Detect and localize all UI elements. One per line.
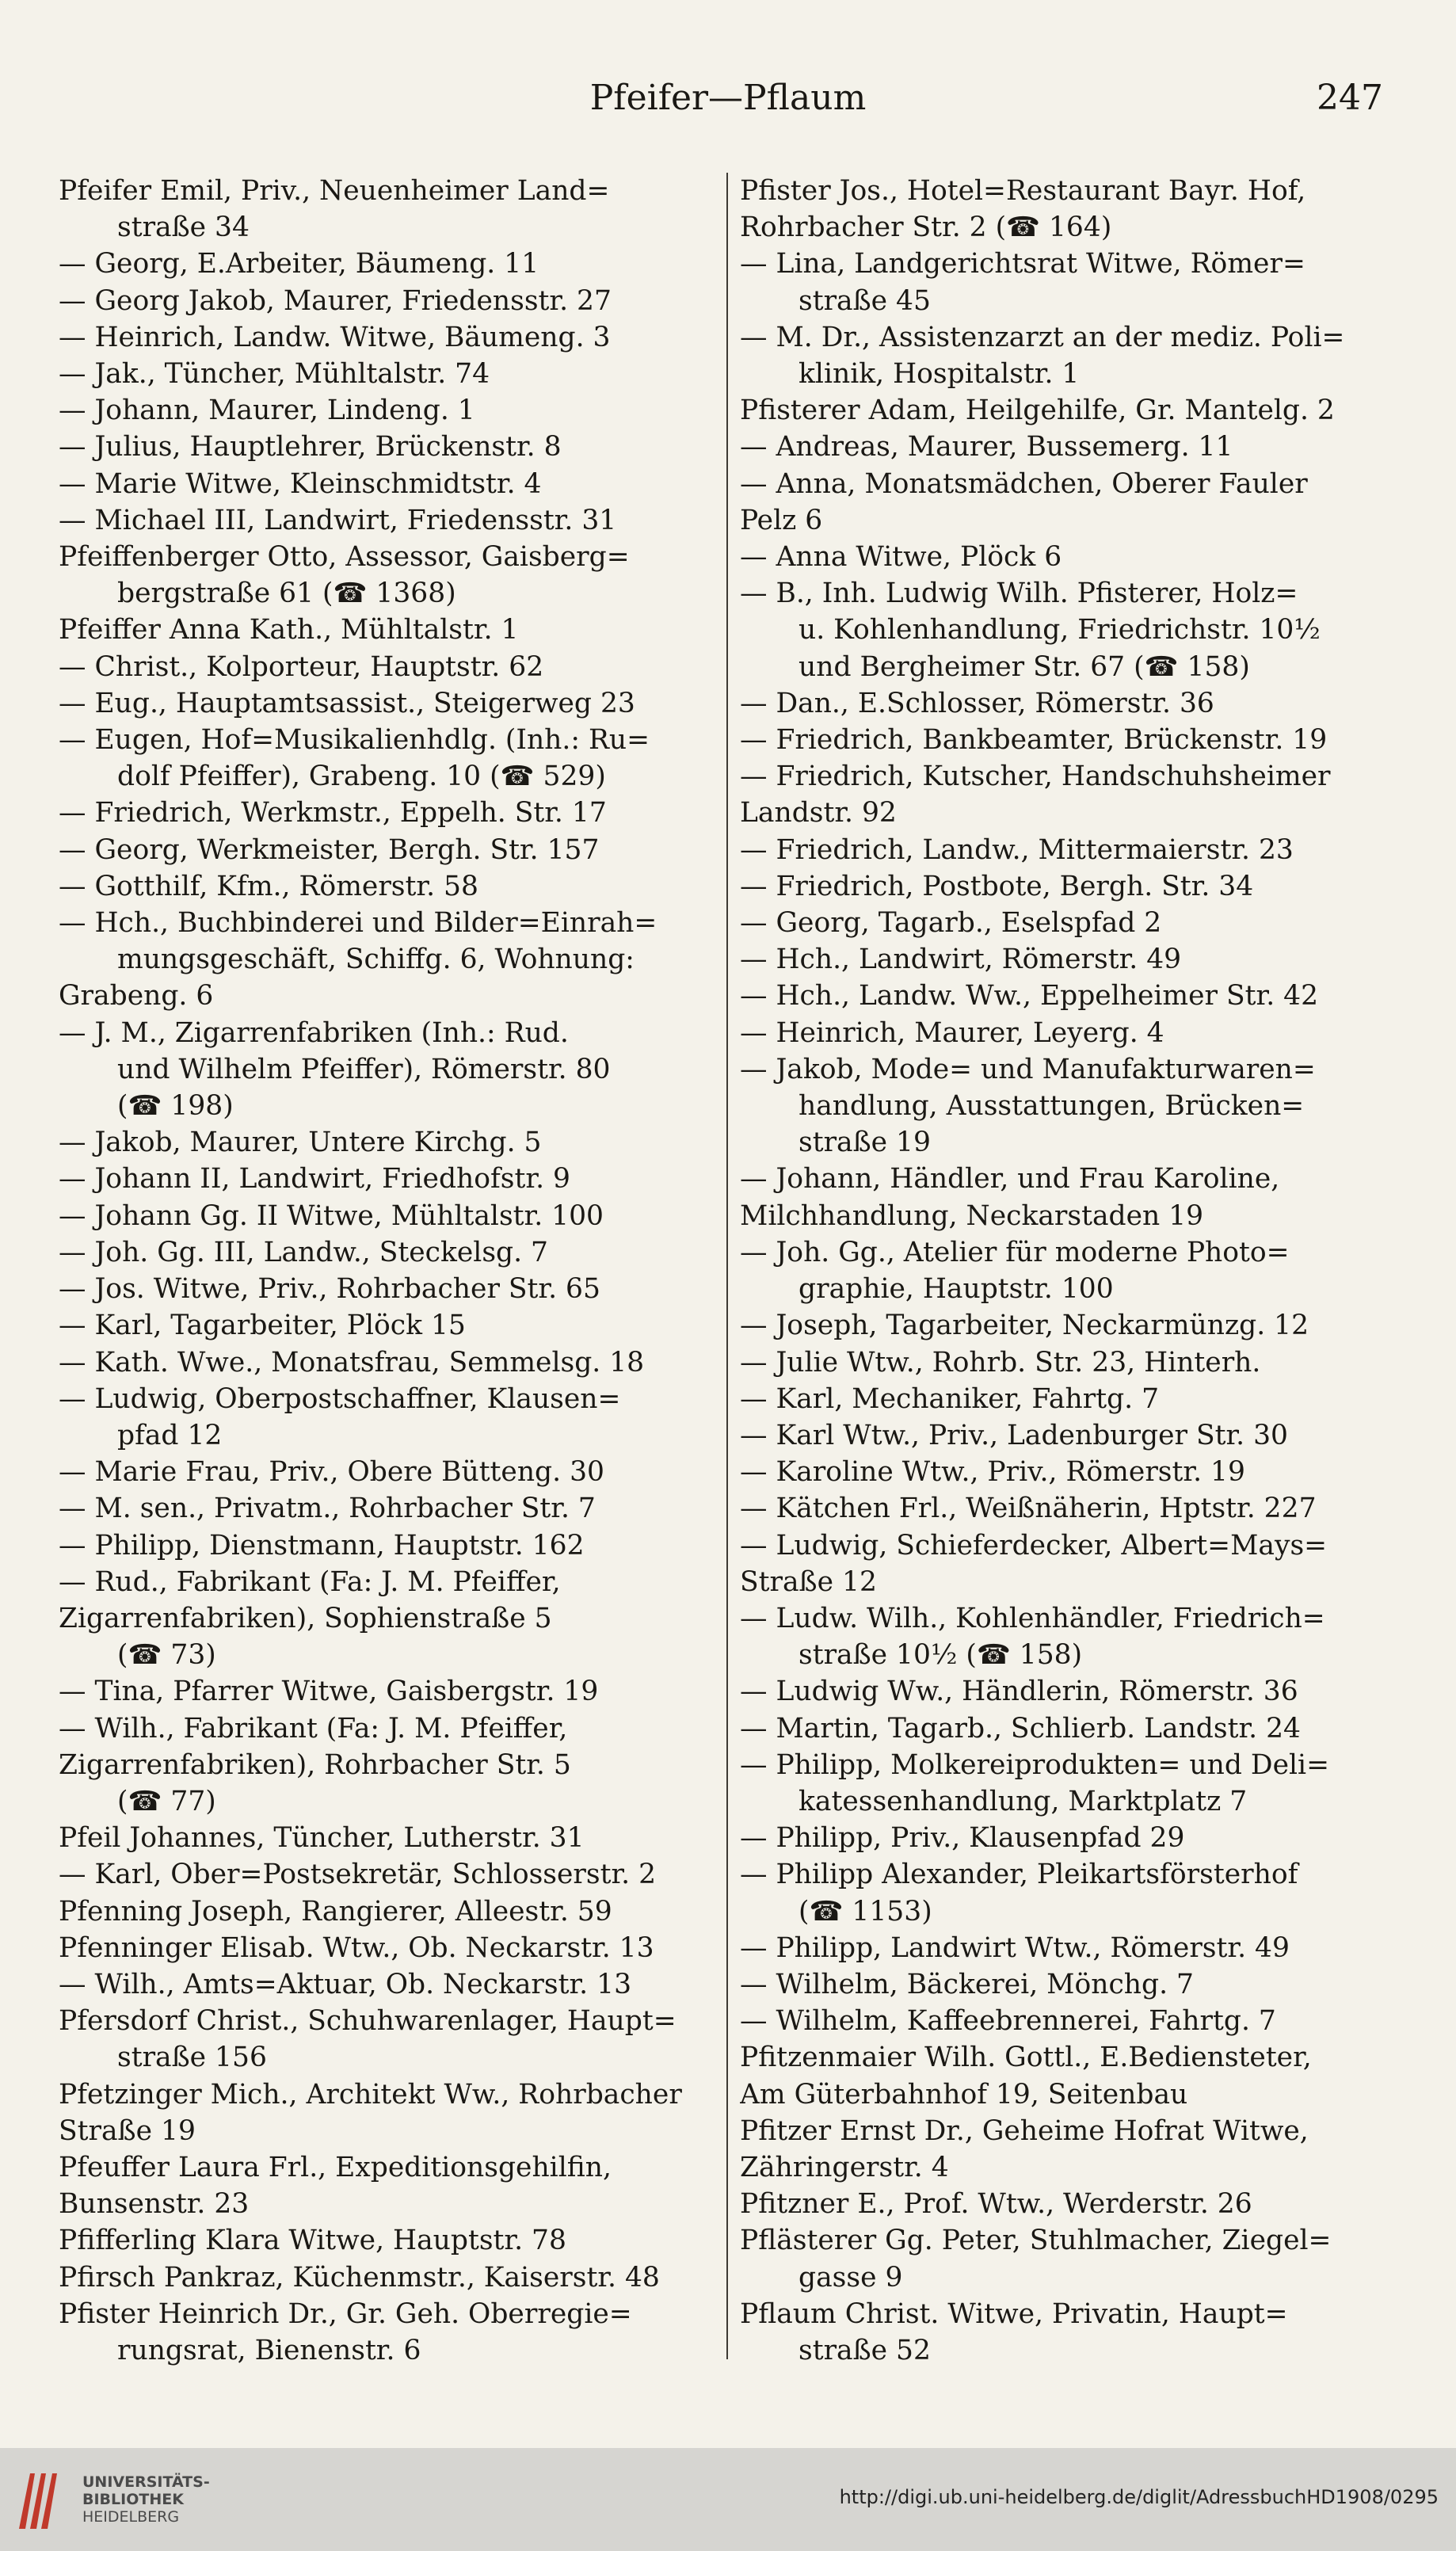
- directory-line: — Ludw. Wilh., Kohlenhändler, Friedrich=: [740, 1602, 1325, 1634]
- directory-line: — Anna Witwe, Plöck 6: [740, 541, 1062, 574]
- directory-line: — Andreas, Maurer, Bussemerg. 11: [740, 431, 1233, 463]
- directory-line: — Friedrich, Bankbeamter, Brückenstr. 19: [740, 724, 1328, 757]
- directory-line: — Kätchen Frl., Weißnäherin, Hptstr. 227: [740, 1493, 1317, 1525]
- directory-line: — Heinrich, Landw. Witwe, Bäumeng. 3: [59, 321, 611, 353]
- directory-line: — J. M., Zigarrenfabriken (Inh.: Rud.: [59, 1016, 569, 1049]
- page-number: 247: [1317, 78, 1383, 118]
- directory-line: — Eug., Hauptamtsassist., Steigerweg 23: [59, 687, 635, 719]
- directory-line: gasse 9: [799, 2261, 903, 2294]
- directory-line: rungsrat, Bienenstr. 6: [117, 2334, 421, 2366]
- directory-line: — Karl, Ober=Postsekretär, Schlosserstr. 2: [59, 1859, 657, 1891]
- directory-line: katessenhandlung, Marktplatz 7: [799, 1785, 1248, 1817]
- directory-line: Pfeuffer Laura Frl., Expeditionsgehilfin,: [59, 2151, 612, 2183]
- directory-line: — Joseph, Tagarbeiter, Neckarmünzg. 12: [740, 1310, 1309, 1342]
- directory-line: — Johann, Maurer, Lindeng. 1: [59, 395, 475, 427]
- directory-line: dolf Pfeiffer), Grabeng. 10 (☎ 529): [117, 761, 606, 793]
- directory-line: und Bergheimer Str. 67 (☎ 158): [799, 650, 1250, 683]
- directory-line: (☎ 1153): [799, 1895, 932, 1928]
- directory-line: — Hch., Landw. Ww., Eppelheimer Str. 42: [740, 980, 1319, 1012]
- directory-line: — Karl Wtw., Priv., Ladenburger Str. 30: [740, 1419, 1288, 1451]
- directory-line: — Wilh., Amts=Aktuar, Ob. Neckarstr. 13: [59, 1968, 632, 2000]
- directory-line: straße 52: [799, 2334, 931, 2366]
- directory-line: Grabeng. 6: [59, 980, 214, 1012]
- directory-line: Pelz 6: [740, 504, 823, 536]
- directory-line: straße 34: [117, 212, 250, 244]
- logo-line-3: HEIDELBERG: [82, 2508, 180, 2526]
- directory-line: — Friedrich, Kutscher, Handschuhsheimer: [740, 761, 1331, 793]
- directory-line: Pfisterer Adam, Heilgehilfe, Gr. Mantelg. 2: [740, 395, 1335, 427]
- column-divider: [726, 173, 728, 2359]
- directory-line: Rohrbacher Str. 2 (☎ 164): [740, 212, 1112, 244]
- library-logo-text: [82, 2473, 210, 2526]
- directory-line: — Philipp, Dienstmann, Hauptstr. 162: [59, 1529, 585, 1561]
- source-url-link[interactable]: http://digi.ub.uni-heidelberg.de/diglit/AdressbuchHD1908/0295: [839, 2486, 1439, 2508]
- directory-line: Straße 19: [59, 2114, 196, 2147]
- directory-line: — Karl, Mechaniker, Fahrtg. 7: [740, 1382, 1160, 1415]
- directory-line: — Eugen, Hof=Musikalienhdlg. (Inh.: Ru=: [59, 724, 650, 757]
- directory-line: — Joh. Gg., Atelier für moderne Photo=: [740, 1236, 1290, 1268]
- directory-line: Pfersdorf Christ., Schuhwarenlager, Haupt=: [59, 2005, 677, 2038]
- directory-line: — Rud., Fabrikant (Fa: J. M. Pfeiffer,: [59, 1565, 561, 1598]
- directory-line: straße 19: [799, 1127, 931, 1159]
- directory-line: — Hch., Landwirt, Römerstr. 49: [740, 944, 1182, 976]
- directory-line: Pfenning Joseph, Rangierer, Alleestr. 59: [59, 1895, 612, 1928]
- directory-line: Straße 12: [740, 1565, 877, 1598]
- directory-line: — Wilhelm, Kaffeebrennerei, Fahrtg. 7: [740, 2005, 1276, 2038]
- directory-line: — Christ., Kolporteur, Hauptstr. 62: [59, 650, 544, 683]
- directory-line: — Friedrich, Werkmstr., Eppelh. Str. 17: [59, 797, 607, 829]
- directory-line: — Julius, Hauptlehrer, Brückenstr. 8: [59, 431, 562, 463]
- directory-line: Pfirsch Pankraz, Küchenmstr., Kaiserstr. 48: [59, 2261, 660, 2294]
- directory-line: — Heinrich, Maurer, Leyerg. 4: [740, 1016, 1164, 1049]
- directory-line: — Anna, Monatsmädchen, Oberer Fauler: [740, 467, 1308, 500]
- directory-line: (☎ 77): [117, 1785, 216, 1817]
- directory-line: Pfister Heinrich Dr., Gr. Geh. Oberregie=: [59, 2297, 632, 2330]
- directory-line: (☎ 198): [117, 1090, 234, 1123]
- directory-line: — Kath. Wwe., Monatsfrau, Semmelsg. 18: [59, 1346, 645, 1378]
- directory-line: pfad 12: [117, 1419, 223, 1451]
- directory-line: — Friedrich, Postbote, Bergh. Str. 34: [740, 870, 1254, 902]
- directory-line: handlung, Ausstattungen, Brücken=: [799, 1090, 1305, 1123]
- directory-line: straße 156: [117, 2042, 267, 2074]
- directory-line: Pfeiffenberger Otto, Assessor, Gaisberg=: [59, 541, 630, 574]
- directory-line: — Philipp, Priv., Klausenpfad 29: [740, 1822, 1185, 1855]
- directory-line: — Johann II, Landwirt, Friedhofstr. 9: [59, 1163, 570, 1195]
- directory-line: Am Güterbahnhof 19, Seitenbau: [740, 2078, 1188, 2111]
- directory-line: Pflaum Christ. Witwe, Privatin, Haupt=: [740, 2297, 1288, 2330]
- directory-line: Pfeiffer Anna Kath., Mühltalstr. 1: [59, 614, 519, 646]
- directory-line: — Michael III, Landwirt, Friedensstr. 31: [59, 504, 617, 536]
- directory-line: — Joh. Gg. III, Landw., Steckelsg. 7: [59, 1236, 549, 1268]
- running-header: Pfeifer—Pflaum: [589, 78, 867, 118]
- directory-line: — Georg Jakob, Maurer, Friedensstr. 27: [59, 284, 612, 317]
- directory-line: — Johann, Händler, und Frau Karoline,: [740, 1163, 1280, 1195]
- left-column: [59, 173, 724, 2369]
- directory-line: u. Kohlenhandlung, Friedrichstr. 10½: [799, 614, 1321, 646]
- directory-line: — Gotthilf, Kfm., Römerstr. 58: [59, 870, 478, 902]
- directory-line: graphie, Hauptstr. 100: [799, 1273, 1114, 1306]
- footer-bar: [0, 2448, 1456, 2551]
- directory-line: Milchhandlung, Neckarstaden 19: [740, 1199, 1204, 1232]
- directory-line: — M. Dr., Assistenzarzt an der mediz. Poli=: [740, 321, 1345, 353]
- directory-line: Pfitzenmaier Wilh. Gottl., E.Bediensteter,: [740, 2042, 1312, 2074]
- directory-line: — Dan., E.Schlosser, Römerstr. 36: [740, 687, 1214, 719]
- directory-line: Pfeifer Emil, Priv., Neuenheimer Land=: [59, 175, 610, 207]
- directory-line: Pfister Jos., Hotel=Restaurant Bayr. Hof,: [740, 175, 1306, 207]
- directory-line: Landstr. 92: [740, 797, 897, 829]
- directory-line: — Philipp, Landwirt Wtw., Römerstr. 49: [740, 1931, 1290, 1964]
- directory-line: — Ludwig Ww., Händlerin, Römerstr. 36: [740, 1676, 1298, 1708]
- directory-line: — Martin, Tagarb., Schlierb. Landstr. 24: [740, 1712, 1301, 1745]
- directory-line: — Philipp Alexander, Pleikartsförsterhof: [740, 1859, 1298, 1891]
- directory-line: (☎ 73): [117, 1639, 216, 1672]
- directory-line: — Hch., Buchbinderei und Bilder=Einrah=: [59, 907, 657, 940]
- directory-line: mungsgeschäft, Schiffg. 6, Wohnung:: [117, 944, 635, 976]
- directory-line: — Karoline Wtw., Priv., Römerstr. 19: [740, 1456, 1245, 1489]
- directory-line: — Lina, Landgerichtsrat Witwe, Römer=: [740, 248, 1305, 280]
- directory-line: — B., Inh. Ludwig Wilh. Pfisterer, Holz=: [740, 578, 1298, 610]
- directory-line: und Wilhelm Pfeiffer), Römerstr. 80: [117, 1053, 611, 1085]
- directory-line: — M. sen., Privatm., Rohrbacher Str. 7: [59, 1493, 596, 1525]
- directory-line: — Tina, Pfarrer Witwe, Gaisbergstr. 19: [59, 1676, 599, 1708]
- directory-line: Zähringerstr. 4: [740, 2151, 949, 2183]
- right-column: [740, 173, 1399, 2369]
- directory-line: — Jak., Tüncher, Mühltalstr. 74: [59, 358, 490, 391]
- directory-line: — Ludwig, Schieferdecker, Albert=Mays=: [740, 1529, 1328, 1561]
- directory-line: Pflästerer Gg. Peter, Stuhlmacher, Ziegel=: [740, 2225, 1332, 2257]
- directory-line: — Karl, Tagarbeiter, Plöck 15: [59, 1310, 466, 1342]
- directory-line: — Friedrich, Landw., Mittermaierstr. 23: [740, 833, 1294, 866]
- directory-line: Zigarrenfabriken), Sophienstraße 5: [59, 1602, 552, 1634]
- directory-line: straße 10½ (☎ 158): [799, 1639, 1083, 1672]
- directory-line: — Marie Witwe, Kleinschmidtstr. 4: [59, 467, 542, 500]
- directory-line: Pfetzinger Mich., Architekt Ww., Rohrbacher: [59, 2078, 682, 2111]
- directory-line: — Georg, Werkmeister, Bergh. Str. 157: [59, 833, 600, 866]
- directory-line: — Julie Wtw., Rohrb. Str. 23, Hinterh.: [740, 1346, 1261, 1378]
- directory-line: Pfenninger Elisab. Wtw., Ob. Neckarstr. 13: [59, 1931, 654, 1964]
- directory-line: klinik, Hospitalstr. 1: [799, 358, 1080, 391]
- directory-line: bergstraße 61 (☎ 1368): [117, 578, 456, 610]
- directory-line: Pfeil Johannes, Tüncher, Lutherstr. 31: [59, 1822, 585, 1855]
- directory-line: — Jos. Witwe, Priv., Rohrbacher Str. 65: [59, 1273, 600, 1306]
- directory-line: — Jakob, Maurer, Untere Kirchg. 5: [59, 1127, 542, 1159]
- logo-line-1: UNIVERSITÄTS-: [82, 2473, 210, 2491]
- logo-line-2: BIBLIOTHEK: [82, 2491, 184, 2508]
- directory-line: Bunsenstr. 23: [59, 2188, 250, 2221]
- directory-line: — Marie Frau, Priv., Obere Bütteng. 30: [59, 1456, 604, 1489]
- directory-line: — Wilh., Fabrikant (Fa: J. M. Pfeiffer,: [59, 1712, 568, 1745]
- directory-line: — Georg, E.Arbeiter, Bäumeng. 11: [59, 248, 539, 280]
- directory-line: Pfitzer Ernst Dr., Geheime Hofrat Witwe,: [740, 2114, 1309, 2147]
- directory-line: Pfitzner E., Prof. Wtw., Werderstr. 26: [740, 2188, 1252, 2221]
- directory-line: — Jakob, Mode= und Manufakturwaren=: [740, 1053, 1316, 1085]
- directory-line: — Georg, Tagarb., Eselspfad 2: [740, 907, 1162, 940]
- directory-line: straße 45: [799, 284, 931, 317]
- directory-line: — Philipp, Molkereiprodukten= und Deli=: [740, 1748, 1329, 1781]
- directory-line: Pfifferling Klara Witwe, Hauptstr. 78: [59, 2225, 566, 2257]
- directory-line: — Ludwig, Oberpostschaffner, Klausen=: [59, 1382, 621, 1415]
- directory-line: — Johann Gg. II Witwe, Mühltalstr. 100: [59, 1199, 604, 1232]
- directory-line: — Wilhelm, Bäckerei, Mönchg. 7: [740, 1968, 1194, 2000]
- directory-line: Zigarrenfabriken), Rohrbacher Str. 5: [59, 1748, 571, 1781]
- library-logo-icon: [14, 2467, 65, 2534]
